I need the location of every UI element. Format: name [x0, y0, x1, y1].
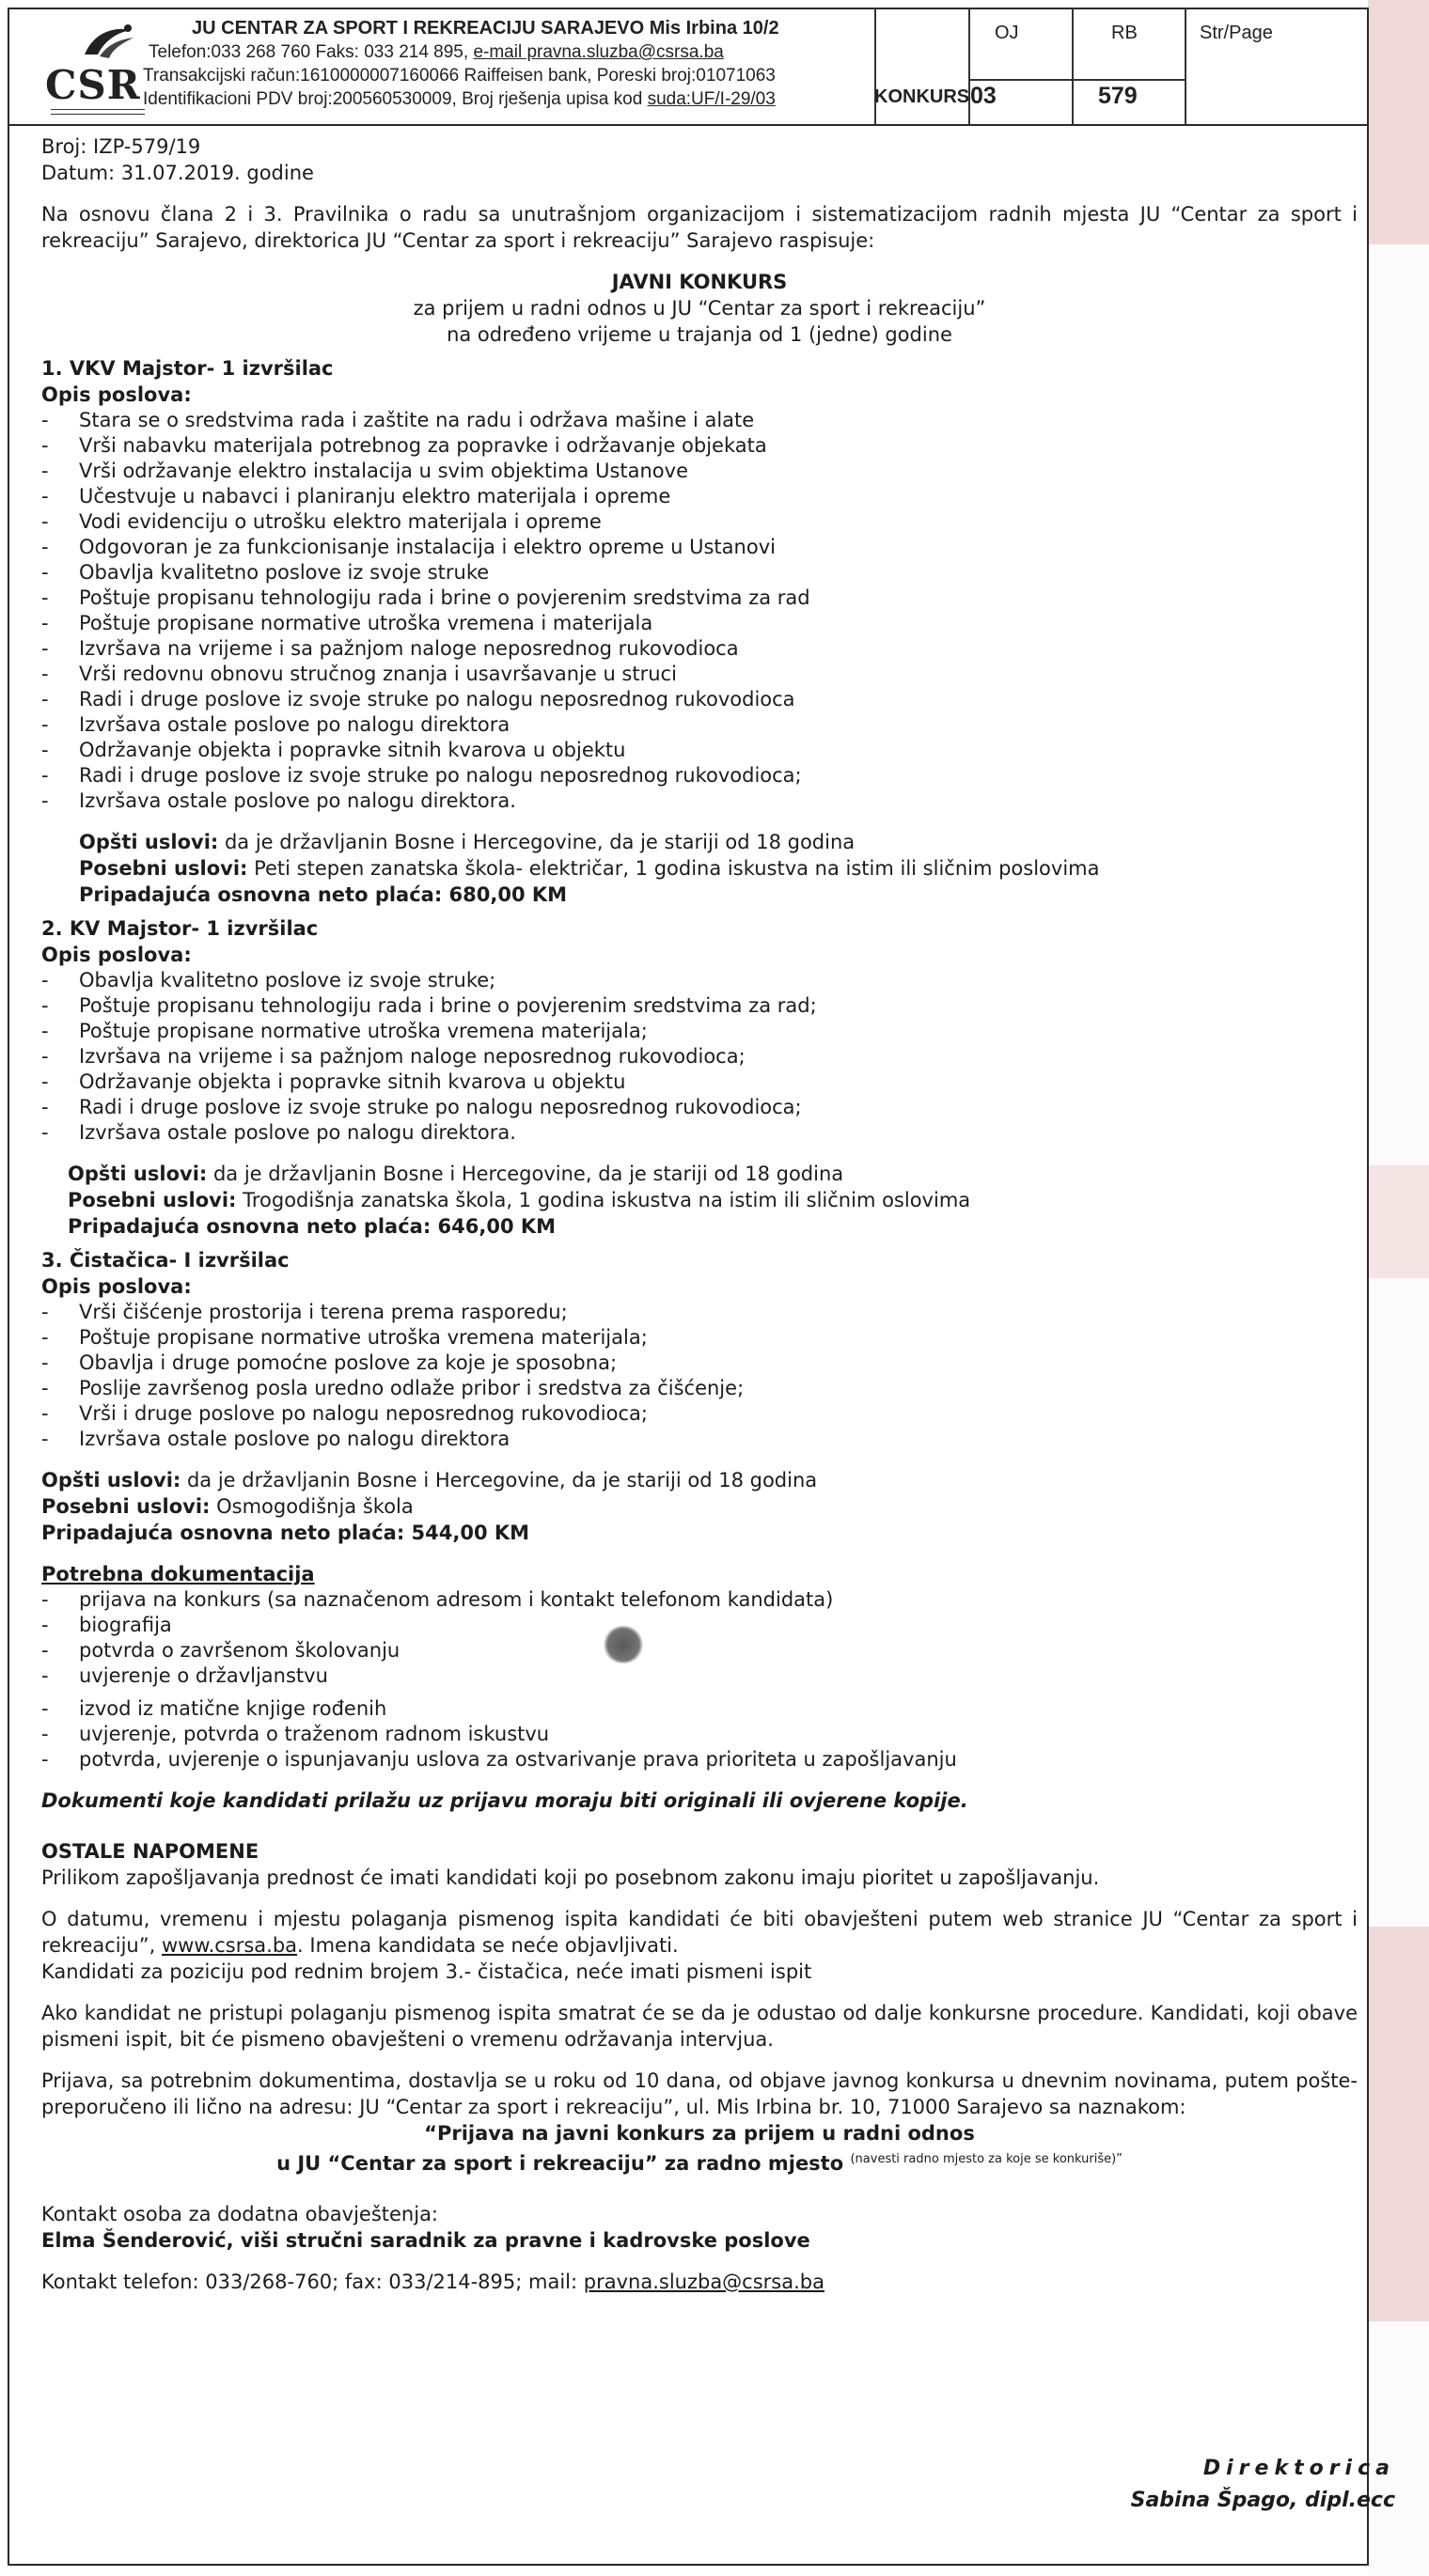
- task-item: - Radi i druge poslove iz svoje struke po nalogu neposrednog rukovodioca;: [41, 763, 1358, 788]
- special-conditions-label: Posebni uslovi:: [68, 1189, 237, 1211]
- other-notes-heading: OSTALE NAPOMENE: [41, 1840, 259, 1863]
- other-notes: [41, 1838, 1358, 2177]
- document-number: Broj: IZP-579/19: [41, 135, 201, 158]
- website-link[interactable]: www.csrsa.ba: [161, 1934, 298, 1957]
- task-item: - Poštuje propisanu tehnologiju rada i brine o povjerenim sredstvima za rad;: [41, 993, 1358, 1019]
- logo-underline: [51, 109, 145, 115]
- general-conditions-text: da je državljanin Bosne i Hercegovine, da je stariji od 18 godina: [181, 1469, 818, 1491]
- general-conditions: [68, 1161, 1358, 1187]
- contact-phones: [41, 2269, 1358, 2295]
- org-contacts: [139, 40, 891, 64]
- task-item: - Radi i druge poslove iz svoje struke po nalogu neposrednog rukovodioca;: [41, 1095, 1358, 1120]
- document-item: - potvrda, uvjerenje o ispunjavanju uslova za ostvarivanje prava prioriteta u zapošljavanju: [41, 1747, 1358, 1772]
- ink-blot: [602, 1626, 645, 1663]
- notice-subtitle-1: za prijem u radni odnos u JU “Centar za sport i rekreaciju”: [413, 297, 986, 320]
- intro-paragraph: Na osnovu člana 2 i 3. Pravilnika o radu sa unutrašnjom organizacijom i sistematizacijom radnih mjesta JU “Centar za sport i rekreaciju” Sarajevo, direktorica JU “Centar za sport i rekreaciju” Sarajevo raspisuje:: [41, 203, 1358, 252]
- contact-email-link[interactable]: pravna.sluzba@csrsa.ba: [583, 2271, 824, 2293]
- contact-label: Kontakt osoba za dodatna obavještenja:: [41, 2203, 439, 2225]
- org-name: JU CENTAR ZA SPORT I REKREACIJU SARAJEVO Mis Irbina 10/2: [192, 18, 779, 39]
- task-item: - Vodi evidenciju o utrošku elektro materijala i opreme: [41, 509, 1358, 535]
- task-list: [41, 408, 1358, 814]
- documents-note: Dokumenti koje kandidati prilažu uz prijavu moraju biti originali ili ovjerene kopije.: [41, 1789, 968, 1812]
- general-conditions: [41, 1467, 1358, 1493]
- org-vat: Identifikacioni PDV broj:200560530009, Broj rješenja upisa kod: [143, 89, 648, 109]
- general-conditions-text: da je državljanin Bosne i Hercegovine, da je stariji od 18 godina: [207, 1163, 844, 1185]
- absence-note: Ako kandidat ne pristupi polaganju pismenog ispita smatrat će se da je odustao od dalje konkursne procedure. Kandidati, koji obave pismeni ispit, bit će pismeno obavješteni o vremenu održavanja intervjua.: [41, 2002, 1358, 2051]
- task-item: - Održavanje objekta i popravke sitnih kvarova u objektu: [41, 1069, 1358, 1095]
- special-conditions-label: Posebni uslovi:: [41, 1495, 211, 1518]
- special-conditions: [68, 1187, 1358, 1213]
- oj-value: 03: [970, 83, 997, 109]
- rb-value: 579: [1098, 83, 1138, 109]
- letterhead: [8, 8, 1369, 126]
- general-conditions: [79, 829, 1358, 855]
- task-item: - Odgovoran je za funkcionisanje instalacija i elektro opreme u Ustanovi: [41, 535, 1358, 560]
- document-item: - uvjerenje o državljanstvu: [41, 1663, 1358, 1689]
- task-list: [41, 968, 1358, 1146]
- salary: [79, 882, 1358, 908]
- salary-value: 544,00 KM: [404, 1522, 530, 1544]
- contact-phones-text: Kontakt telefon: 033/268-760; fax: 033/214-895; mail:: [41, 2271, 584, 2293]
- task-item: - Izvršava na vrijeme i sa pažnjom naloge neposrednog rukovodioca;: [41, 1044, 1358, 1069]
- tasks-label: Opis poslova:: [41, 383, 192, 406]
- general-conditions-text: da je državljanin Bosne i Hercegovine, da je stariji od 18 godina: [218, 831, 856, 853]
- task-item: - Poslije završenog posla uredno odlaže pribor i sredstva za čišćenje;: [41, 1376, 1358, 1401]
- task-item: - Izvršava ostale poslove po nalogu direktora: [41, 712, 1358, 738]
- salary-label: Pripadajuća osnovna neto plaća:: [68, 1215, 432, 1238]
- salary-label: Pripadajuća osnovna neto plaća:: [41, 1522, 405, 1544]
- signature-title: Direktorica: [1202, 2457, 1395, 2480]
- signature-block: [1131, 2453, 1395, 2517]
- rb-label: RB: [1111, 23, 1138, 43]
- task-item: - Učestvuje u nabavci i planiranju elektro materijala i opreme: [41, 484, 1358, 509]
- position-2: [41, 915, 1358, 1240]
- envelope-line-1: “Prijava na javni konkurs za prijem u radni odnos: [424, 2122, 975, 2145]
- task-item: - Održavanje objekta i popravke sitnih kvarova u objektu: [41, 738, 1358, 763]
- org-phone: Telefon:033 268 760 Faks: 033 214 895,: [149, 42, 474, 62]
- special-conditions-text: Peti stepen zanatska škola- električar, 1 godina iskustva na istim ili sličnim poslovima: [247, 857, 1100, 880]
- special-conditions-text: Trogodišnja zanatska škola, 1 godina iskustva na istim ili sličnim oslovima: [236, 1189, 971, 1211]
- facing-page-bleed: [1368, 0, 1429, 2576]
- position-1: [41, 355, 1358, 908]
- required-documents: [41, 1561, 1358, 1814]
- envelope-line-2-text: u JU “Centar za sport i rekreaciju” za radno mjesto: [276, 2152, 844, 2175]
- general-conditions-label: Opšti uslovi:: [41, 1469, 181, 1491]
- conditions-block: [41, 1161, 1358, 1240]
- salary-value: 646,00 KM: [431, 1215, 557, 1238]
- exam-notice-text-end: . Imena kandidata se neće objavljivati.: [297, 1934, 679, 1957]
- org-email-link[interactable]: e-mail pravna.sluzba@csrsa.ba: [473, 42, 724, 62]
- position-heading: 2. KV Majstor- 1 izvršilac: [41, 917, 319, 940]
- document-item: - izvod iz matične knjige rođenih: [41, 1696, 1358, 1722]
- position-3: [41, 1247, 1358, 1546]
- strpage-label: Str/Page: [1200, 23, 1273, 43]
- task-item: - Izvršava ostale poslove po nalogu direktora: [41, 1427, 1358, 1452]
- task-item: - Poštuje propisane normative utroška vremena i materijala: [41, 611, 1358, 636]
- org-court-reg: suda:UF/I-29/03: [647, 89, 776, 109]
- task-item: - Izvršava ostale poslove po nalogu direktora.: [41, 788, 1358, 814]
- special-conditions-text: Osmogodišnja škola: [210, 1495, 414, 1518]
- tasks-label: Opis poslova:: [41, 1275, 192, 1298]
- documents-heading: Potrebna dokumentacija: [41, 1563, 315, 1585]
- salary-label: Pripadajuća osnovna neto plaća:: [79, 883, 443, 906]
- position-heading: 3. Čistačica- I izvršilac: [41, 1249, 290, 1272]
- general-conditions-label: Opšti uslovi:: [79, 831, 219, 853]
- task-item: - Vrši i druge poslove po nalogu neposrednog rukovodioca;: [41, 1401, 1358, 1427]
- special-conditions: [79, 855, 1358, 882]
- konkurs-label: KONKURS: [874, 86, 970, 107]
- general-conditions-label: Opšti uslovi:: [68, 1163, 208, 1185]
- document-date: Datum: 31.07.2019. godine: [41, 162, 314, 184]
- task-item: - Poštuje propisanu tehnologiju rada i brine o povjerenim sredstvima za rad: [41, 585, 1358, 611]
- notice-body: [41, 133, 1358, 2295]
- salary: [41, 1520, 1358, 1546]
- contact-person: Elma Šenderović, viši stručni saradnik za pravne i kadrovske poslove: [41, 2229, 810, 2252]
- task-list: [41, 1300, 1358, 1452]
- envelope-hint: (navesti radno mjesto za koje se konkuriše)”: [850, 2152, 1123, 2166]
- exam-notice: [41, 1906, 1358, 1959]
- conditions-block: [41, 829, 1358, 908]
- cleaner-exam-note: Kandidati za poziciju pod rednim brojem 3.- čistačica, neće imati pismeni ispit: [41, 1960, 812, 1983]
- envelope-line-2: [41, 2147, 1358, 2177]
- task-item: - Stara se o sredstvima rada i zaštite na radu i održava mašine i alate: [41, 408, 1358, 433]
- task-item: - Vrši čišćenje prostorija i terena prema rasporedu;: [41, 1300, 1358, 1325]
- task-item: - Vrši održavanje elektro instalacija u svim objektima Ustanove: [41, 459, 1358, 484]
- task-item: - Izvršava ostale poslove po nalogu direktora.: [41, 1120, 1358, 1146]
- logo-text: CSR: [45, 62, 141, 108]
- task-item: - Vrši redovnu obnovu stručnog znanja i usavršavanje u struci: [41, 662, 1358, 687]
- contact-block: [41, 2201, 1358, 2295]
- conditions-block: [41, 1467, 1358, 1546]
- task-item: - Poštuje propisane normative utroška vremena materijala;: [41, 1325, 1358, 1350]
- special-conditions-label: Posebni uslovi:: [79, 857, 248, 880]
- salary: [68, 1213, 1358, 1240]
- org-bank: Transakcijski račun:1610000007160066 Raiffeisen bank, Poreski broj:01071063: [143, 66, 776, 86]
- task-item: - Poštuje propisane normative utroška vremena materijala;: [41, 1019, 1358, 1044]
- task-item: - Vrši nabavku materijala potrebnog za popravke i održavanje objekata: [41, 433, 1358, 459]
- konkurs-reference-box: [874, 8, 1369, 124]
- position-heading: 1. VKV Majstor- 1 izvršilac: [41, 357, 334, 380]
- document-item: - prijava na konkurs (sa naznačenom adresom i kontakt telefonom kandidata): [41, 1587, 1358, 1613]
- task-item: - Radi i druge poslove iz svoje struke po nalogu neposrednog rukovodioca: [41, 687, 1358, 712]
- submission-note: Prijava, sa potrebnim dokumentima, dostavlja se u roku od 10 dana, od objave javnog konkursa u dnevnim novinama, putem pošte- preporučeno ili lično na adresu: JU “Centar za sport i rekreaciju”, ul. Mis Irbina br. 10, 71000 Sarajevo sa naznakom:: [41, 2069, 1358, 2118]
- tasks-label: Opis poslova:: [41, 944, 192, 966]
- task-item: - Obavlja kvalitetno poslove iz svoje struke: [41, 560, 1358, 585]
- swirl-logo-icon: [81, 23, 135, 62]
- notice-title: JAVNI KONKURS: [611, 271, 788, 293]
- signature-name: Sabina Špago, dipl.ecc: [1130, 2489, 1395, 2512]
- document-item: - potvrda o završenom školovanju: [41, 1638, 1358, 1663]
- document-item: - biografija: [41, 1613, 1358, 1638]
- task-item: - Obavlja i druge pomoćne poslove za koje je sposobna;: [41, 1350, 1358, 1376]
- documents-list: [41, 1587, 1358, 1772]
- salary-value: 680,00 KM: [442, 883, 568, 906]
- priority-note: Prilikom zapošljavanja prednost će imati kandidati koji po posebnom zakonu imaju pioritet u zapošljavanju.: [41, 1866, 1100, 1889]
- task-item: - Obavlja kvalitetno poslove iz svoje struke;: [41, 968, 1358, 993]
- org-ids: [139, 87, 891, 111]
- oj-label: OJ: [995, 23, 1019, 43]
- notice-subtitle-2: na određeno vrijeme u trajanja od 1 (jedne) godine: [447, 323, 952, 346]
- document-item: - uvjerenje, potvrda o traženom radnom iskustvu: [41, 1722, 1358, 1747]
- special-conditions: [41, 1493, 1358, 1520]
- task-item: - Izvršava na vrijeme i sa pažnjom naloge neposrednog rukovodioca: [41, 636, 1358, 662]
- exam-notice-text: O datumu, vremenu i mjestu polaganja pismenog ispita kandidati će biti obavješteni putem web stranice JU “Centar za sport i rekreaciju”,: [41, 1908, 1358, 1957]
- letterhead-lines: [139, 17, 891, 111]
